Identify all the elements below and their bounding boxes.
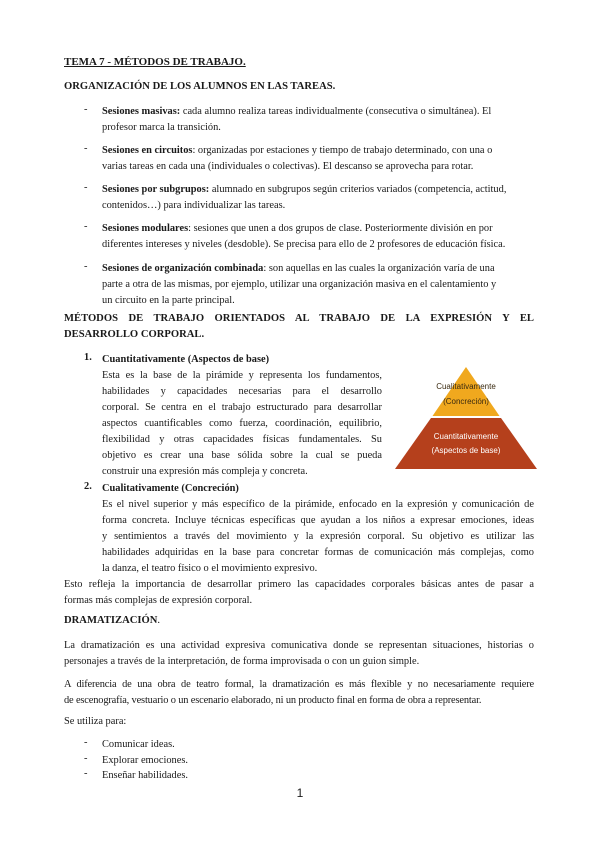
section-heading-dramatizacion (64, 615, 160, 626)
list-item-text: diferentes intereses y niveles (desdoble). Se precisa para ello de 2 profesores de educación física. (102, 239, 506, 250)
item-description (102, 497, 534, 577)
list-item (102, 182, 534, 214)
pyramid-diagram (395, 367, 537, 469)
list-item (102, 143, 534, 175)
list-item-term: Sesiones masivas: (102, 106, 181, 117)
list-dash: - (84, 261, 88, 272)
item-number: 1. (84, 352, 92, 363)
list-item (102, 221, 534, 253)
list-item-text: un circuito en la parte principal. (102, 295, 235, 306)
heading-suffix: . (157, 615, 161, 626)
list-dash: - (84, 737, 88, 748)
text-line: corporal. Se centra en el trabajo estructurado para desarrollar (102, 402, 382, 413)
text-line: Esta es la base de la pirámide y representa los fundamentos, (102, 370, 382, 381)
text-line: La dramatización es una actividad expresiva comunicativa donde se representan situaciones, historias o (64, 640, 534, 651)
list-item-term: Sesiones por subgrupos: (102, 184, 210, 195)
page-title: TEMA 7 - MÉTODOS DE TRABAJO. (64, 56, 246, 68)
list-item-text: profesor marca la transición. (102, 122, 221, 133)
text-line: Esto refleja la importancia de desarrollar primero las capacidades corporales básicas antes de pasar a (64, 579, 534, 590)
list-dash: - (84, 753, 88, 764)
list-item-text: contenidos…) para individualizar las tareas. (102, 200, 286, 211)
item-title-cuantitativamente: Cuantitativamente (Aspectos de base) (102, 354, 270, 365)
list-dash: - (84, 182, 88, 193)
list-dash: - (84, 221, 88, 232)
heading-text: DRAMATIZACIÓN (64, 615, 158, 626)
list-item-term: Sesiones de organización combinada (102, 263, 264, 274)
text-line: aspectos cuantificables como fuerza, coordinación, equilibrio, (102, 418, 382, 429)
text-line: de escenografía, vestuario o un escenario elaborado, ni un producto final en forma de obra a representar. (64, 695, 482, 706)
pyramid-bottom-sublabel: (Aspectos de base) (431, 446, 501, 455)
text-line: habilidades y capacidades necesarias para el desarrollo (102, 386, 382, 397)
list-item-text: cada alumno realiza tareas individualmente (consecutiva o simultánea). El (180, 106, 492, 117)
list-item: Comunicar ideas. (102, 739, 175, 750)
text-line: formas más complejas de expresión corporal. (64, 595, 253, 606)
text-line: la danza, el teatro físico o el movimiento expresivo. (102, 563, 318, 574)
item-description (102, 368, 382, 480)
item-title-cualitativamente: Cualitativamente (Concreción) (102, 483, 239, 494)
dramatizacion-paragraph-2 (64, 677, 534, 709)
text-line: objetivo es crear una base sólida sobre la cual se pueda (102, 450, 382, 461)
pyramid-top-sublabel: (Concreción) (443, 397, 489, 406)
section-heading-organizacion: ORGANIZACIÓN DE LOS ALUMNOS EN LAS TAREAS. (64, 81, 336, 92)
text-line: habilidades adquiridas en la base para concretar formas de comunicación más complejas, como (102, 547, 534, 558)
list-item-text: varias tareas en cada una (individuales o colectivas). El descanso se aprovecha para rotar. (102, 161, 474, 172)
pyramid-top-level (433, 367, 500, 416)
text-line: Es el nivel superior y más específico de la pirámide, enfocado en la expresión y comunicación de (102, 499, 534, 510)
uses-intro: Se utiliza para: (64, 716, 127, 727)
list-item: Explorar emociones. (102, 755, 188, 766)
pyramid-bottom-label: Cuantitativamente (433, 432, 499, 441)
item-number: 2. (84, 481, 92, 492)
pyramid-bottom-level (395, 418, 537, 469)
list-item-text: : sesiones que unen a dos grupos de clase. Posteriormente división en por (188, 223, 493, 234)
list-item-text: alumnado en subgrupos según criterios variados (competencia, actitud, (209, 184, 507, 195)
list-item (102, 261, 534, 309)
list-dash: - (84, 104, 88, 115)
list-item (102, 104, 534, 136)
list-item-term: Sesiones en circuitos (102, 145, 193, 156)
page-number: 1 (296, 786, 304, 800)
text-line: personajes a través de la interpretación, de forma improvisada o con un guion simple. (64, 656, 420, 667)
text-line: forma concreta. Incluye técnicas específicas que ayudan a los niños a expresar emociones, ideas (102, 515, 534, 526)
section-heading-metodos-cont: DESARROLLO CORPORAL. (64, 329, 205, 340)
text-line: A diferencia de una obra de teatro formal, la dramatización es más flexible y no necesariamente requiere (64, 679, 534, 690)
dramatizacion-paragraph-1 (64, 638, 534, 670)
list-item-text: parte a otra de las mismas, por ejemplo, utilizar una organización masiva en el calentamiento y (102, 279, 497, 290)
text-line: y sentimientos a través del movimiento y la expresión corporal. Su objetivo es utilizar las (102, 531, 534, 542)
text-line: construir una expresión más compleja y concreta. (102, 466, 308, 477)
list-dash: - (84, 768, 88, 779)
text-line: flexibilidad y otras capacidades físicas fundamentales. Su (102, 434, 382, 445)
section-heading-metodos: MÉTODOS DE TRABAJO ORIENTADOS AL TRABAJO DE LA EXPRESIÓN Y EL (64, 313, 534, 324)
pyramid-top-label: Cualitativamente (436, 382, 496, 391)
list-item-text: : organizadas por estaciones y tiempo de trabajo determinado, con una o (192, 145, 493, 156)
list-item: Enseñar habilidades. (102, 770, 188, 781)
list-item-term: Sesiones modulares (102, 223, 189, 234)
conclusion-paragraph (64, 577, 534, 609)
list-item-text: : son aquellas en las cuales la organización varía de una (263, 263, 495, 274)
list-dash: - (84, 143, 88, 154)
